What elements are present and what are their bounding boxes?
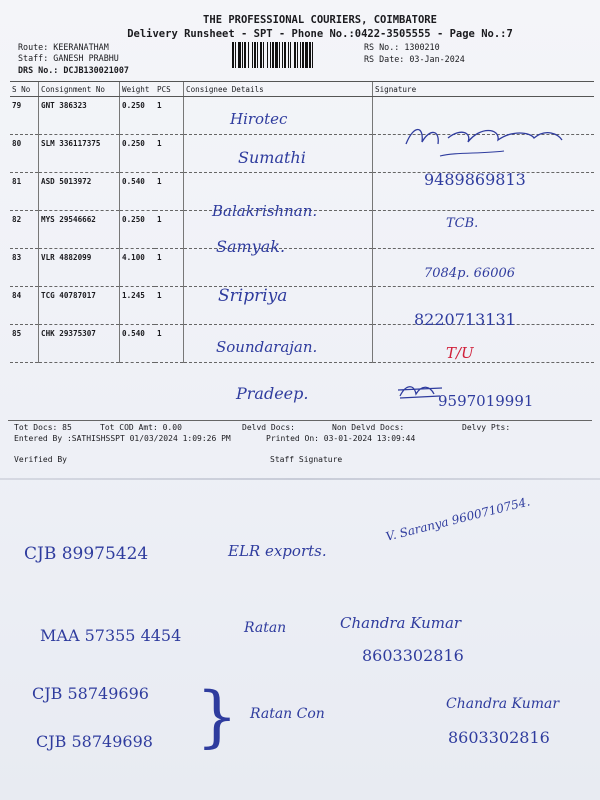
col-consignee: Consignee Details bbox=[184, 82, 373, 97]
cell-sno: 80 bbox=[10, 135, 39, 173]
signature-mark-red: T/U bbox=[446, 344, 474, 362]
non-delvd-docs: Non Delvd Docs: bbox=[332, 423, 405, 432]
cell-consignment: TCG 40787017 bbox=[39, 287, 120, 325]
cell-sno: 85 bbox=[10, 325, 39, 363]
cell-consignment: ASD 5013972 bbox=[39, 173, 120, 211]
drs-number: DRS No.: DCJB130021007 bbox=[18, 65, 129, 75]
verified-by: Verified By bbox=[14, 455, 67, 464]
cell-pcs: 1 bbox=[155, 135, 184, 173]
entered-by: Entered By :SATHISHSSPT 01/03/2024 1:09:26 PM bbox=[14, 434, 231, 443]
handwritten-consignee: Samyak. bbox=[216, 237, 286, 256]
rs-date: RS Date: 03-Jan-2024 bbox=[364, 54, 465, 64]
cell-weight: 0.250 bbox=[120, 135, 156, 173]
cell-sno: 81 bbox=[10, 173, 39, 211]
col-signature: Signature bbox=[373, 82, 595, 97]
cell-consignment: SLM 336117375 bbox=[39, 135, 120, 173]
handwritten-consignee: Hirotec bbox=[230, 110, 288, 128]
handwritten-consignment: CJB 58749696 bbox=[32, 684, 149, 703]
handwritten-consignee: Ratan bbox=[244, 620, 287, 636]
route-label: Route: KEERANATHAM bbox=[18, 42, 109, 52]
cell-weight: 0.540 bbox=[120, 325, 156, 363]
col-sno: S No bbox=[10, 82, 39, 97]
cell-weight: 0.250 bbox=[120, 211, 156, 249]
page-title: THE PROFESSIONAL COURIERS, COIMBATORE bbox=[203, 14, 437, 26]
handwritten-signature: V. Saranya 9600710754. bbox=[384, 494, 532, 544]
handwritten-brace: } bbox=[196, 678, 238, 755]
col-pcs: PCS bbox=[155, 82, 184, 97]
cell-weight: 0.540 bbox=[120, 173, 156, 211]
handwritten-consignee: ELR exports. bbox=[228, 542, 327, 560]
footer-divider bbox=[8, 420, 592, 421]
handwritten-consignee: Ratan Con bbox=[250, 706, 325, 722]
handwritten-signature: Chandra Kumar bbox=[340, 614, 462, 632]
handwritten-consignment: CJB 58749698 bbox=[36, 732, 153, 751]
barcode bbox=[232, 42, 356, 68]
cell-sno: 83 bbox=[10, 249, 39, 287]
cell-signature bbox=[373, 211, 595, 249]
handwritten-consignee: Balakrishnan. bbox=[212, 202, 318, 220]
handwritten-consignment: MAA 57355 4454 bbox=[40, 626, 182, 645]
staff-signature: Staff Signature bbox=[270, 455, 343, 464]
handwritten-signature: Chandra Kumar bbox=[446, 696, 560, 712]
cell-pcs: 1 bbox=[155, 173, 184, 211]
handwritten-phone: 8603302816 bbox=[362, 646, 464, 665]
cell-sno: 84 bbox=[10, 287, 39, 325]
cell-consignment: CHK 29375307 bbox=[39, 325, 120, 363]
col-consignment: Consignment No bbox=[39, 82, 120, 97]
tot-cod-amt: Tot COD Amt: 0.00 bbox=[100, 423, 182, 432]
cell-pcs: 1 bbox=[155, 287, 184, 325]
cell-consignment: VLR 4882099 bbox=[39, 249, 120, 287]
signature-phone: 9597019991 bbox=[438, 392, 534, 410]
signature-scribble bbox=[400, 118, 570, 164]
cell-consignment: GNT 386323 bbox=[39, 97, 120, 135]
cell-consignment: MYS 29546662 bbox=[39, 211, 120, 249]
delvy-pts: Delvy Pts: bbox=[462, 423, 511, 432]
col-weight: Weight bbox=[120, 82, 156, 97]
delvd-docs: Delvd Docs: bbox=[242, 423, 295, 432]
cell-sno: 79 bbox=[10, 97, 39, 135]
cell-weight: 1.245 bbox=[120, 287, 156, 325]
signature-text: TCB. bbox=[446, 216, 479, 231]
signature-phone: 8220713131 bbox=[414, 310, 516, 329]
handwritten-consignment: CJB 89975424 bbox=[24, 544, 149, 564]
handwritten-consignee: Sripriya bbox=[218, 286, 288, 306]
table-header-row bbox=[10, 82, 594, 97]
cell-weight: 4.100 bbox=[120, 249, 156, 287]
cell-signature bbox=[373, 325, 595, 363]
page-subtitle: Delivery Runsheet - SPT - Phone No.:0422-3505555 - Page No.:7 bbox=[127, 28, 513, 40]
printed-on: Printed On: 03-01-2024 13:09:44 bbox=[266, 434, 416, 443]
cell-pcs: 1 bbox=[155, 97, 184, 135]
paper-fold bbox=[0, 478, 600, 480]
handwritten-consignee: Pradeep. bbox=[236, 384, 309, 403]
cell-weight: 0.250 bbox=[120, 97, 156, 135]
barcode-bar bbox=[313, 42, 315, 68]
handwritten-consignee: Sumathi bbox=[238, 148, 306, 167]
cell-pcs: 1 bbox=[155, 325, 184, 363]
signature-text: 7084p. 66006 bbox=[424, 266, 516, 281]
staff-label: Staff: GANESH PRABHU bbox=[18, 53, 119, 63]
cell-pcs: 1 bbox=[155, 249, 184, 287]
rs-number: RS No.: 1300210 bbox=[364, 42, 440, 52]
handwritten-phone: 8603302816 bbox=[448, 728, 550, 747]
cell-sno: 82 bbox=[10, 211, 39, 249]
cell-pcs: 1 bbox=[155, 211, 184, 249]
handwritten-consignee: Soundarajan. bbox=[216, 338, 318, 356]
tot-docs: Tot Docs: 85 bbox=[14, 423, 72, 432]
signature-phone: 9489869813 bbox=[424, 170, 526, 189]
